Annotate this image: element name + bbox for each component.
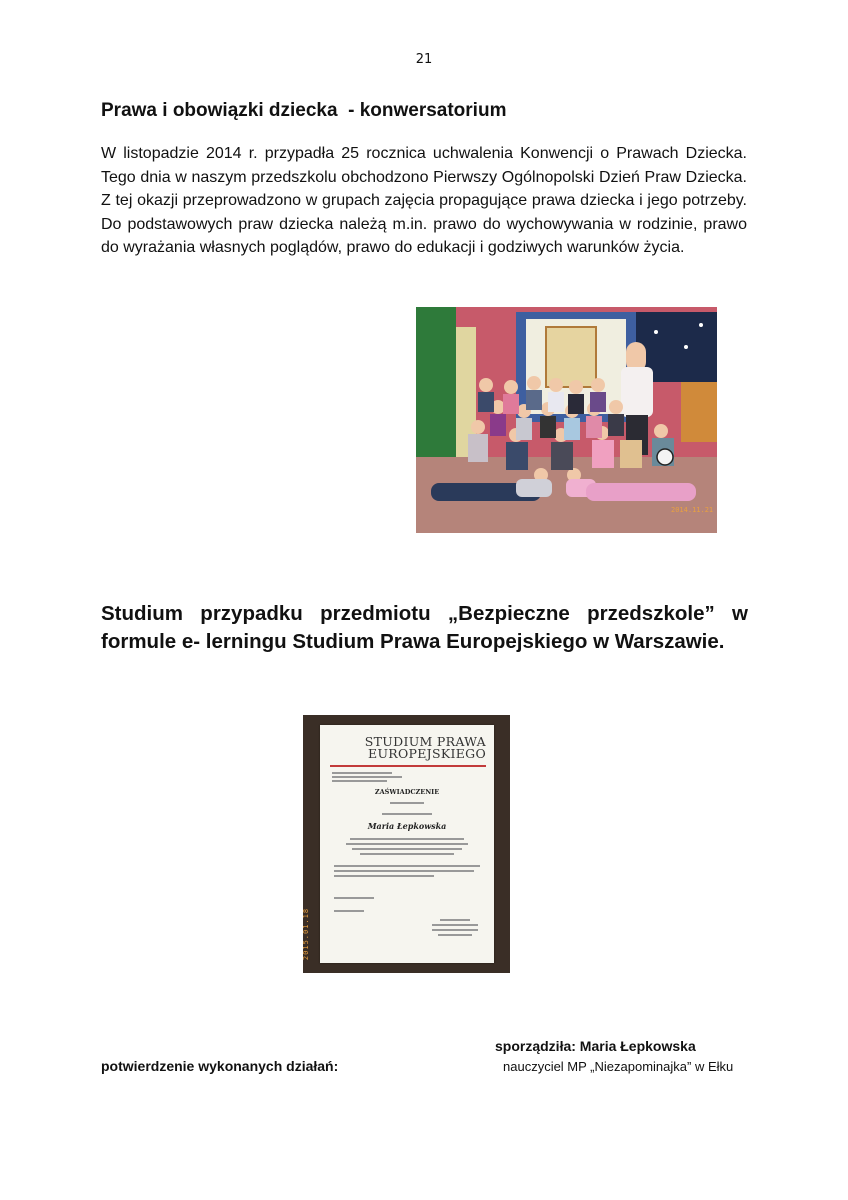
certificate-photo [303, 715, 510, 973]
prepared-by: sporządziła: Maria Łepkowska [495, 1038, 696, 1054]
certificate-org-line2: EUROPEJSKIEGO [368, 746, 486, 761]
photo-date-stamp: 2014.11.21 [671, 506, 714, 514]
certificate-accent-line [330, 765, 486, 767]
certificate-org-line1: STUDIUM PRAWA [364, 734, 486, 749]
certificate-paper [302, 725, 494, 963]
certificate-heading: ZAŚWIADCZENIE [374, 788, 440, 796]
certificate-org [356, 736, 486, 760]
certificate-name: Maria Łepkowska [367, 821, 447, 831]
page-number: 21 [415, 52, 433, 67]
classroom-photo [416, 307, 717, 533]
confirmation-label: potwierdzenie wykonanych działań: [101, 1058, 339, 1074]
section-title-2: Studium przypadku przedmiotu „Bezpieczne przedszkole” w formule e- lerningu Studium Prawa Europejskiego w Warszawie. [101, 602, 748, 653]
certificate-date-stamp: 2015.01.18 [302, 907, 311, 961]
body-paragraph: W listopadzie 2014 r. przypadła 25 rocznica uchwalenia Konwencji o Prawach Dziecka. Tego dnia w naszym przedszkolu obchodzono Pierwszy Ogólnopolski Dzień Praw Dziecka. Z tej okazji przeprowadzono w grupach zajęcia propagujące prawa dziecka i jego potrzeby. Do podstawowych praw dziecka należą m.in. prawo do wychowywania w rodzinie, prawo do wyrażania własnych poglądów, prawo do edukacji i godziwych warunków życia. [101, 145, 747, 257]
section-title: Prawa i obowiązki dziecka - konwersatorium [101, 100, 507, 121]
teacher-note: nauczyciel MP „Niezapominajka” w Ełku [503, 1059, 734, 1074]
classroom-photo-illustration [416, 307, 717, 533]
